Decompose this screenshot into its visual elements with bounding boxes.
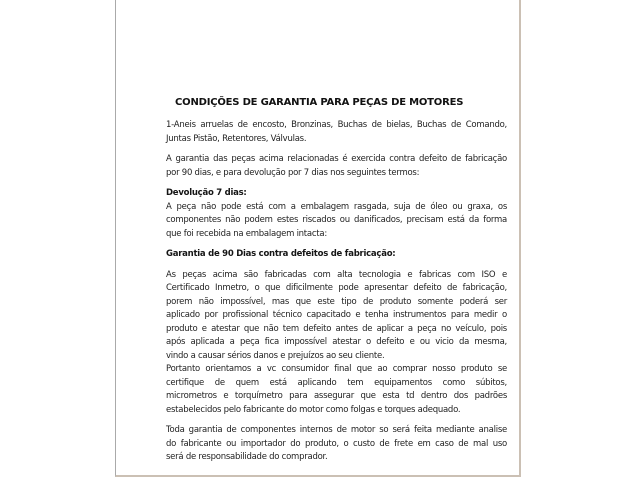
document-content [116, 0, 519, 465]
text-line: A peça não pode está com a embalagem rasgada, suja de óleo ou graxa, os [166, 201, 507, 212]
text-line: porem não impossível, mas que este tipo de produto somente poderá ser [166, 296, 507, 307]
text-line: estabelecidos pelo fabricante do motor como folgas e torques adequado. [166, 404, 461, 415]
devolucao-heading-block [166, 187, 507, 201]
document-page [115, 0, 521, 477]
parts-list-paragraph [166, 119, 507, 146]
text-line: do fabricante ou importador do produto, o custo de frete em caso de mal uso [166, 438, 507, 449]
text-line: certifique de quem está aplicando tem equipamentos como súbitos, [166, 377, 507, 388]
text-line: após aplicada a peça fica impossível atestar o defeito e ou vicio da mesma, [166, 337, 507, 347]
text-line: Toda garantia de componentes internos de motor so será feita mediante analise [166, 425, 507, 435]
document-title: CONDIÇÕES DE GARANTIA PARA PEÇAS DE MOTORES [175, 97, 464, 108]
final-paragraph [166, 424, 507, 465]
text-line: que foi recebida na embalagem intacta: [166, 228, 327, 239]
text-line: por 90 dias, e para devolução por 7 dias nos seguintes termos: [166, 167, 420, 178]
text-line: componentes não podem estes riscados ou danificados, precisam está da forma [166, 215, 507, 225]
garantia-heading-block [166, 248, 507, 262]
devolucao-paragraph [166, 201, 507, 242]
text-line: Portanto orientamos a vc consumidor final que ao comprar nosso produto se [166, 364, 507, 374]
text-line: 1-Aneis arruelas de encosto, Bronzinas, Buchas de bielas, Buchas de Comando, [166, 120, 507, 130]
text-line: Certificado Inmetro, o que dificilmente pode apresentar defeito de fabricação, [166, 283, 507, 293]
text-line: Juntas Pistão, Retentores, Válvulas. [166, 133, 307, 144]
text-line: produto e atestar que não tem defeito antes de aplicar a peça no veículo, pois [166, 323, 507, 334]
text-line: A garantia das peças acima relacionadas é exercida contra defeito de fabricação [166, 154, 507, 164]
section-heading-devolucao: Devolução 7 dias: [166, 188, 247, 198]
text-line: vindo a causar sérios danos e prejuízos ao seu cliente. [166, 350, 385, 361]
text-line: As peças acima são fabricadas com alta tecnologia e fabricas com ISO e [166, 269, 507, 280]
warranty-intro-paragraph [166, 153, 507, 180]
text-line: será de responsabilidade do comprador. [166, 452, 328, 462]
garantia-paragraph [166, 269, 507, 418]
section-heading-garantia-90-dias: Garantia de 90 Dias contra defeitos de fabricação: [166, 249, 396, 259]
text-line: aplicado por profissional técnico capacitado e tenha instrumentos para medir o [166, 310, 507, 320]
text-line: micrometros e torquímetro para assegurar que esta td dentro dos padrões [166, 391, 507, 401]
